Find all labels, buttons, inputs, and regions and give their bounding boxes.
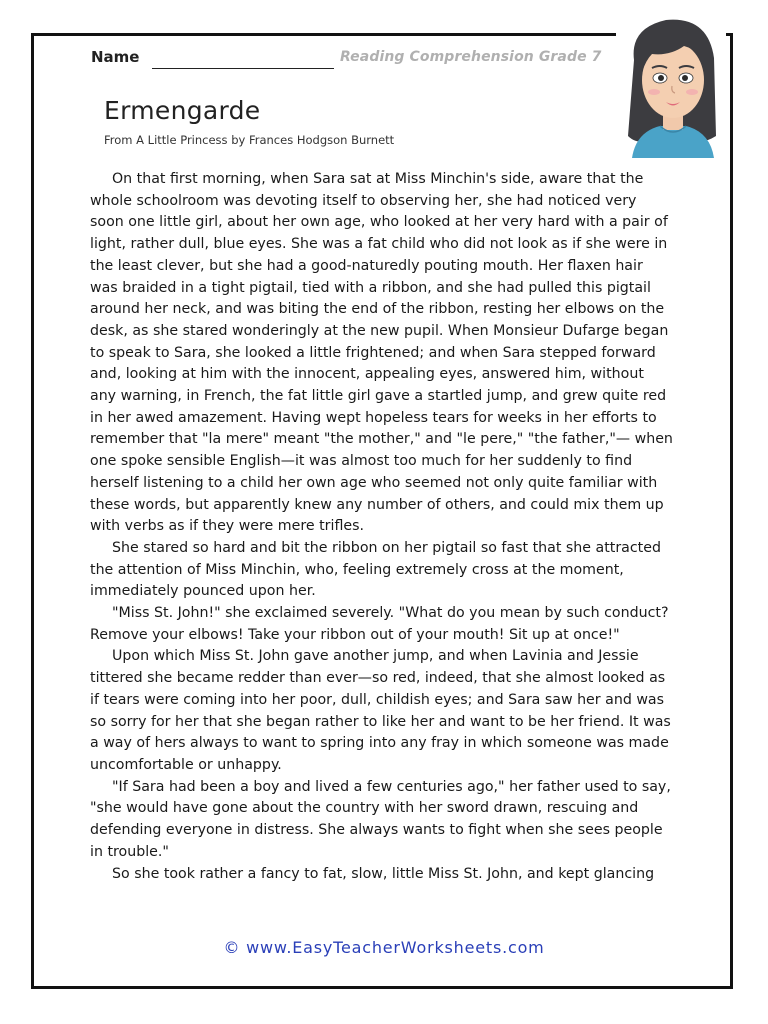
story-text xyxy=(90,169,674,885)
name-label: Name xyxy=(91,48,140,66)
story-paragraph: Upon which Miss St. John gave another jump, and when Lavinia and Jessie tittered she became redder than ever—so red, indeed, that she almost looked as if tears were coming into her poor, dull, childish eyes; and Sara saw her and was so sorry for her that she began rather to like her and want to be her friend. It was a way of hers always to want to spring into any fray in which someone was made uncomfortable or unhappy. xyxy=(90,648,671,773)
story-paragraph: So she took rather a fancy to fat, slow, little Miss St. John, and kept glancing xyxy=(112,865,655,882)
story-paragraph: She stared so hard and bit the ribbon on her pigtail so fast that she attracted the attention of Miss Minchin, who, feeling extremely cross at the moment, immediately pounced upon her. xyxy=(90,539,661,600)
website-link[interactable]: © www.EasyTeacherWorksheets.com xyxy=(223,938,545,957)
name-field[interactable] xyxy=(152,68,334,69)
grade-label: Reading Comprehension Grade 7 xyxy=(340,49,602,65)
story-source: From A Little Princess by Frances Hodgson Burnett xyxy=(104,133,395,147)
girl-avatar-icon xyxy=(616,10,726,158)
story-paragraph: On that first morning, when Sara sat at Miss Minchin's side, aware that the whole schoolroom was devoting itself to observing her, she had noticed very soon one little girl, about her own age, who looked at her very hard with a pair of light, rather dull, blue eyes. She was a fat child who did not look as if she were in the least clever, but she had a good-naturedly pouting mouth. Her flaxen hair was braided in a tight pigtail, tied with a ribbon, and she had pulled this pigtail around her neck, and was biting the end of the ribbon, resting her elbows on the desk, as she stared wonderingly at the new pupil. When Monsieur Dufarge began to speak to Sara, she looked a little frightened; and when Sara stepped forward and, looking at him with the innocent, appealing eyes, answered him, without any warning, in French, the fat little girl gave a startled jump, and grew quite red in her awed amazement. Having wept hopeless tears for weeks in her efforts to remember that "la mere" meant "the mother," and "le pere," "the father,"— when one spoke sensible English—it was almost too much for her suddenly to find herself listening to a child her own age who seemed not only quite familiar with these words, but apparently knew any number of others, and could mix them up with verbs as if they were mere trifles. xyxy=(90,171,673,535)
story-paragraph: "Miss St. John!" she exclaimed severely. "What do you mean by such conduct? Remove your elbows! Take your ribbon out of your mouth! Sit up at once!" xyxy=(90,605,669,643)
story-title: Ermengarde xyxy=(104,96,261,125)
story-paragraph: "If Sara had been a boy and lived a few centuries ago," her father used to say, "she would have gone about the country with her sword drawn, rescuing and defending everyone in distress. She always wants to fight when she sees people in trouble." xyxy=(90,778,671,860)
